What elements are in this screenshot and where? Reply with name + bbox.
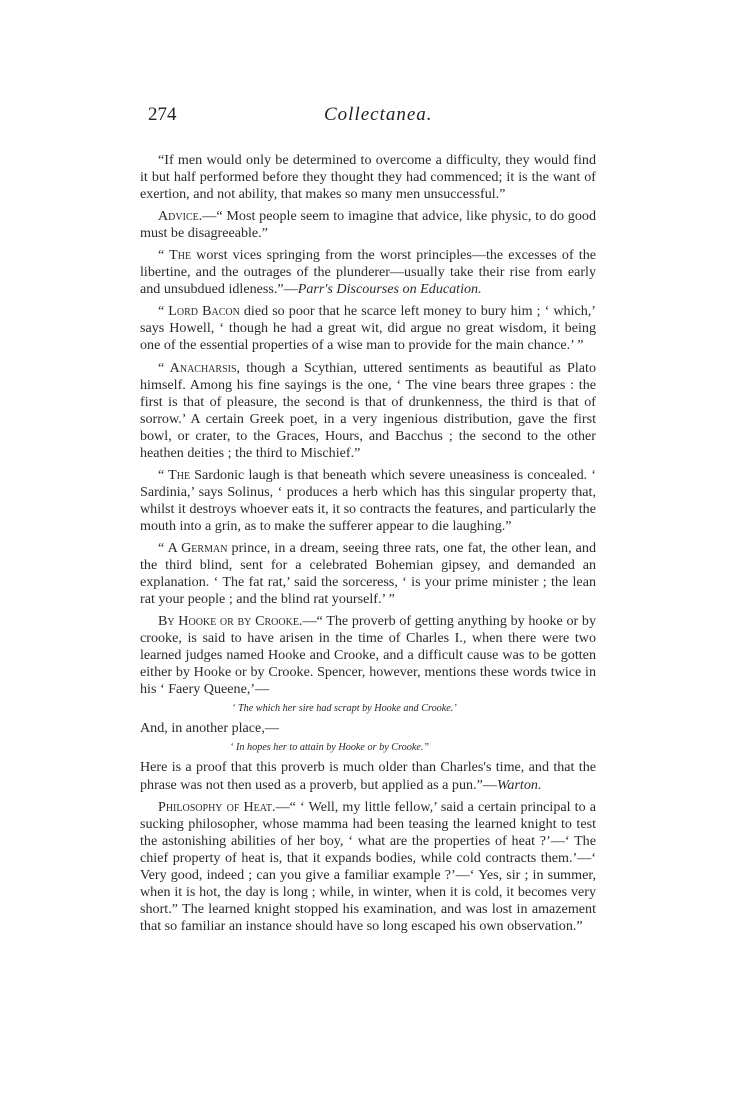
paragraph-body: worst vices springing from the worst principles—the excesses of the libertine, and the outrages of the plunderer—usually take their rise from early and unsubdued idleness.”— <box>140 247 597 298</box>
paragraph-source: Warton. <box>496 776 542 793</box>
verse-quotation: ‘ In hopes her to attain by Hooke or by Crooke.” <box>230 742 430 754</box>
paragraph-lead: “ The <box>158 466 191 483</box>
verse-quotation: ‘ The which her sire had scrapt by Hooke and Crooke.’ <box>232 703 457 715</box>
paragraph-lead: By Hooke or by Crooke. <box>158 613 303 630</box>
paragraph-body: Here is a proof that this proverb is much older than Charles's time, and that the phrase was not then used as a proverb, but applied as a pun.”— <box>140 759 596 793</box>
body-text <box>140 152 596 940</box>
paragraph-vices <box>140 247 596 298</box>
paragraph-body: —“ Most people seem to imagine that advice, like physic, to do good must be disagreeable.” <box>140 208 596 242</box>
paragraph-another-place: And, in another place,— <box>140 720 279 737</box>
paragraph-body: died so poor that he scarce left money to bury him ; ‘ which,’ says Howell, ‘ though he had a great wit, did argue no great wisdom, it being one of the essential properties of a wise man to provide for the main chance.’ ” <box>140 303 596 354</box>
paragraph-body: Sardonic laugh is that beneath which severe uneasiness is concealed. ‘ Sardinia,’ says Solinus, ‘ produces a herb which has this singular property that, whilst it destroys whoever eats it, it so contracts the features, and particularly the mouth into a grin, as to make the sufferer appear to die laughing.” <box>140 466 596 534</box>
paragraph-lead: Advice. <box>158 208 203 225</box>
paragraph-body: though a Scythian, uttered sentiments as beautiful as Plato himself. Among his fine sayings is the one, ‘ The vine bears three grapes : the first is that of pleasure, the second is that of drunkenness, the third is that of sorrow.’ A certain Greek poet, in a very ingenious distribution, gave the first bowl, or crater, to the Graces, Hours, and Bacchus ; the second to the other heathen deities ; the third to Mischief.” <box>140 359 597 461</box>
paragraph-source: Parr's Discourses on Education. <box>297 281 482 298</box>
paragraph-lead: “ Anacharsis, <box>158 359 241 376</box>
running-head: Collectanea. <box>324 104 433 125</box>
paragraph-lead: “ The <box>158 247 192 264</box>
paragraph-body: —“ ‘ Well, my little fellow,’ said a certain principal to a sucking philosopher, whose mamma had been teasing the learned knight to test the astonishing abilities of her boy, ‘ what are the properties of heat ?’—‘ The chief property of heat is, that it expands bodies, while cold contracts them.’—‘ Very good, indeed ; can you give a familiar example ?’—‘ Yes, sir ; in summer, when it is hot, the day is long ; while, in winter, when it is cold, it becomes very short.” The learned knight stopped his examination, and was lost in amazement that so familiar an instance should have so long escaped his own observation.” <box>140 798 596 934</box>
paragraph-body: “If men would only be determined to overcome a difficulty, they would find it but half performed before they thought they had commenced; it is the want of exertion, and not ability, that makes so many men unsuccessful.” <box>140 152 596 203</box>
paragraph-body: —“ The proverb of getting anything by hooke or by crooke, is said to have arisen in the time of Charles I., when there were two learned judges named Hooke and Crooke, and a difficult cause was to be gotten either by Hooke or by Crooke. Spencer, however, mentions these words twice in his ‘ Faery Queene,’— <box>140 613 596 698</box>
paragraph-sardonic <box>140 467 596 535</box>
paragraph-hooke-crooke <box>140 613 596 698</box>
paragraph-german-prince <box>140 540 596 608</box>
paragraph-anacharsis <box>140 360 596 462</box>
page-number: 274 <box>148 104 177 125</box>
paragraph-heat <box>140 799 596 935</box>
paragraph-body: prince, in a dream, seeing three rats, one fat, the other lean, and the third blind, sent for a celebrated Bohemian gipsey, and demanded an explanation. ‘ The fat rat,’ said the sorceress, ‘ is your prime minister ; the lean rat your people ; and the blind rat yourself.’ ” <box>140 539 596 608</box>
paragraph-lead: “ Lord Bacon <box>158 303 240 320</box>
paragraph-difficulty <box>140 152 596 203</box>
paragraph-proof <box>140 759 596 793</box>
paragraph-lead: “ A German <box>158 539 228 556</box>
paragraph-bacon <box>140 303 596 354</box>
paragraph-lead: Philosophy of Heat. <box>158 798 276 815</box>
paragraph-advice <box>140 208 596 242</box>
